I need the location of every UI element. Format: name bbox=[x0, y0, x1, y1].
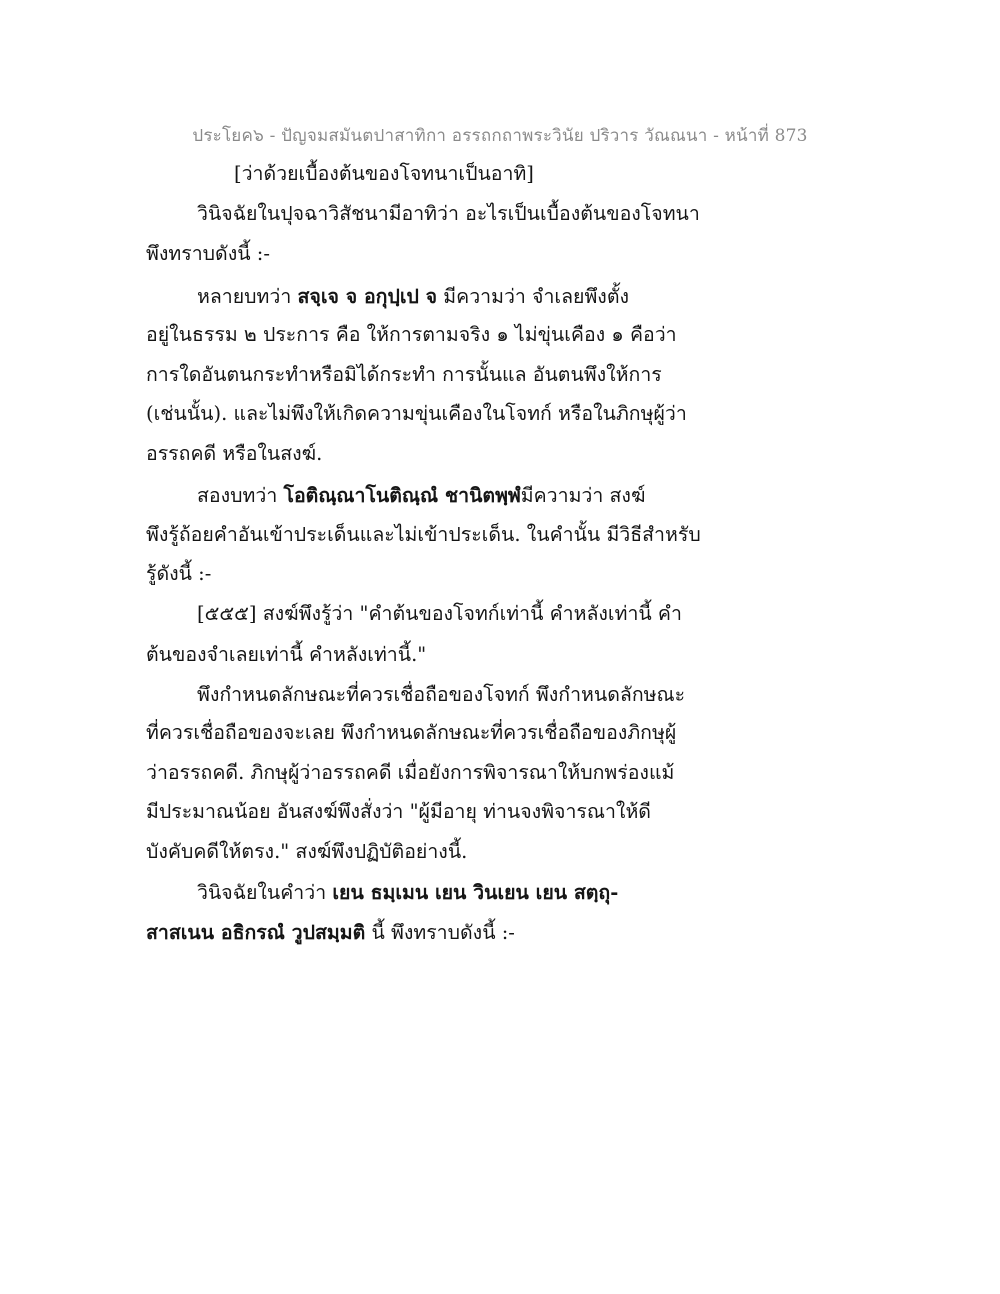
paragraph-2-line-3: การใดอันตนกระทำหรือมิได้กระทำ การนั้นแล อันตนพึงให้การ bbox=[146, 363, 662, 386]
page-header: ประโยค๖ - ปัญจมสมันตปาสาทิกา อรรถกถาพระวินัย ปริวาร วัณณนา - หน้าที่ 873 bbox=[192, 126, 808, 146]
paragraph-2-line-5: อรรถคดี หรือในสงฆ์. bbox=[146, 442, 323, 465]
paragraph-2-line-2: อยู่ในธรรม ๒ ประการ คือ ให้การตามจริง ๑ ไม่ขุ่นเคือง ๑ คือว่า bbox=[146, 323, 677, 346]
paragraph-5-line-1: พึงกำหนดลักษณะที่ควรเชื่อถือของโจทก์ พึงกำหนดลักษณะ bbox=[197, 683, 686, 706]
paragraph-2-pali-term: สจฺเจ จ อกุปฺเป จ bbox=[297, 285, 438, 308]
paragraph-6-text: วินิจฉัยในคำว่า bbox=[197, 881, 333, 904]
paragraph-3-line-1 bbox=[197, 482, 645, 510]
section-heading: [ว่าด้วยเบื้องต้นของโจทนาเป็นอาทิ] bbox=[234, 162, 534, 185]
paragraph-4-line-1: [๕๕๕] สงฆ์พึงรู้ว่า "คำต้นของโจทก์เท่านี้ คำหลังเท่านี้ คำ bbox=[197, 602, 682, 625]
paragraph-5-line-3: ว่าอรรถคดี. ภิกษุผู้ว่าอรรถคดี เมื่อยังการพิจารณาให้บกพร่องแม้ bbox=[146, 761, 675, 784]
paragraph-2-line-4: (เช่นนั้น). และไม่พึงให้เกิดความขุ่นเคืองในโจทก์ หรือในภิกษุผู้ว่า bbox=[146, 402, 687, 425]
paragraph-6-line-1 bbox=[197, 879, 618, 907]
paragraph-3-text: มีความว่า สงฆ์ bbox=[520, 484, 646, 507]
paragraph-4-line-2: ต้นของจำเลยเท่านี้ คำหลังเท่านี้." bbox=[146, 643, 427, 666]
paragraph-6-text: นี้ พึงทราบดังนี้ :- bbox=[365, 921, 515, 944]
paragraph-1-line-2: พึงทราบดังนี้ :- bbox=[146, 242, 270, 265]
paragraph-3-line-2: พึงรู้ถ้อยคำอันเข้าประเด็นและไม่เข้าประเด็น. ในคำนั้น มีวิธีสำหรับ bbox=[146, 523, 701, 546]
paragraph-2-text: หลายบทว่า bbox=[197, 285, 298, 308]
paragraph-6-pali-term: เยน ธมฺเมน เยน วินเยน เยน สตฺถุ- bbox=[332, 881, 619, 904]
paragraph-5-line-4: มีประมาณน้อย อันสงฆ์พึงสั่งว่า "ผู้มีอายุ ท่านจงพิจารณาให้ดี bbox=[146, 800, 651, 823]
paragraph-3-pali-term: โอติณฺณาโนติณฺณํ ชานิตพฺพํ bbox=[283, 484, 521, 507]
paragraph-3-line-3: รู้ดังนี้ :- bbox=[146, 562, 212, 585]
paragraph-5-line-2: ที่ควรเชื่อถือของจะเลย พึงกำหนดลักษณะที่ควรเชื่อถือของภิกษุผู้ bbox=[146, 721, 677, 744]
paragraph-5-line-5: บังคับคดีให้ตรง." สงฆ์พึงปฏิบัติอย่างนี้. bbox=[146, 840, 468, 863]
paragraph-2-line-1 bbox=[197, 283, 629, 311]
paragraph-1-line-1: วินิจฉัยในปุจฉาวิสัชนามีอาทิว่า อะไรเป็นเบื้องต้นของโจทนา bbox=[197, 202, 700, 225]
paragraph-2-text: มีความว่า จำเลยพึงตั้ง bbox=[437, 285, 630, 308]
paragraph-3-text: สองบทว่า bbox=[197, 484, 284, 507]
paragraph-6-pali-term: สาสเนน อธิกรณํ วูปสมฺมติ bbox=[146, 921, 366, 944]
paragraph-6-line-2 bbox=[146, 919, 515, 947]
